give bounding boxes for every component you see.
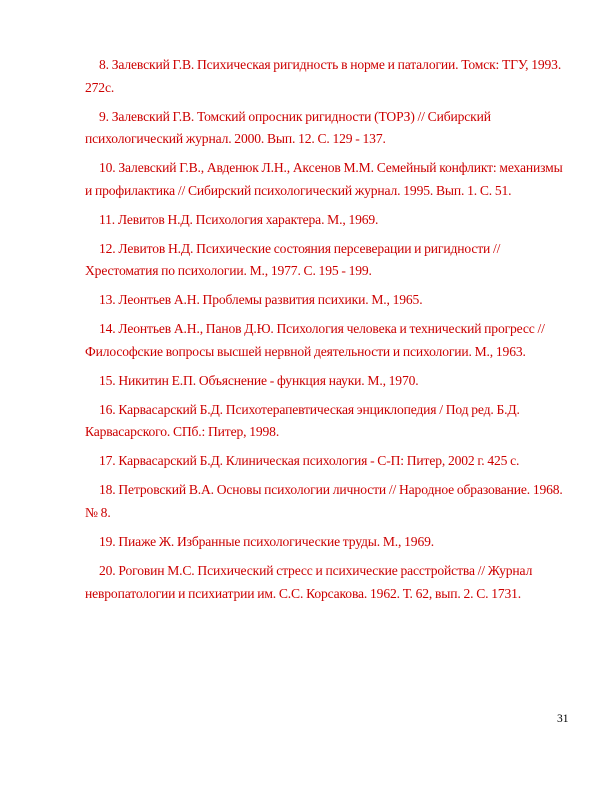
reference-item-13: 13. Леонтьев А.Н. Проблемы развития психики. М., 1965. — [99, 292, 423, 308]
reference-item-11: 11. Левитов Н.Д. Психология характера. М., 1969. — [99, 211, 379, 227]
page-number: 31 — [557, 713, 569, 725]
reference-item-16: 16. Карвасарский Б.Д. Психотерапевтическая энциклопедия / Под ред. Б.Д. Карвасарского. СПб.: Питер, 1998. — [85, 401, 520, 440]
reference-item-14: 14. Леонтьев А.Н., Панов Д.Ю. Психология человека и технический прогресс // Философские вопросы высшей нервной деятельности и психологии. М., 1963. — [85, 321, 545, 359]
reference-item-10: 10. Залевский Г.В., Авденюк Л.Н., Аксенов М.М. Семейный конфликт: механизмы и профилактика // Сибирский психологический журнал. 1995. Вып. 1. С. 51. — [85, 160, 563, 198]
reference-item-15: 15. Никитин Е.П. Объяснение - функция науки. М., 1970. — [99, 372, 419, 388]
reference-item-17: 17. Карвасарский Б.Д. Клиническая психология - С-П: Питер, 2002 г. 425 с. — [99, 453, 520, 469]
reference-list — [85, 54, 563, 612]
reference-item-8: 8. Залевский Г.В. Психическая ригидность в норме и паталогии. Томск: ТГУ, 1993. 272с. — [85, 57, 562, 95]
reference-item-18: 18. Петровский В.А. Основы психологии личности // Народное образование. 1968. № 8. — [85, 482, 563, 520]
reference-item-19: 19. Пиаже Ж. Избранные психологические труды. М., 1969. — [99, 533, 434, 549]
reference-item-12: 12. Левитов Н.Д. Психические состояния персеверации и ригидности // Хрестоматия по психологии. М., 1977. С. 195 - 199. — [85, 240, 501, 279]
reference-item-9: 9. Залевский Г.В. Томский опросник ригидности (ТОРЗ) // Сибирский психологический журнал. 2000. Вып. 12. С. 129 - 137. — [85, 108, 491, 147]
reference-item-20: 20. Роговин М.С. Психический стресс и психические расстройства // Журнал невропатологии и психиатрии им. С.С. Корсакова. 1962. Т. 62, вып. 2. С. 1731. — [85, 562, 533, 601]
